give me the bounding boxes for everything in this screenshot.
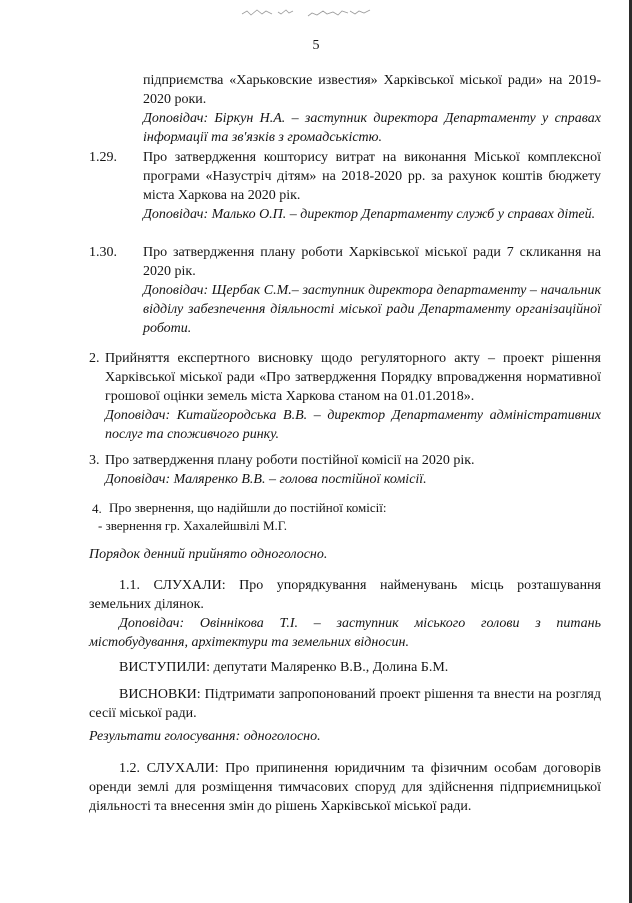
- scan-noise: [238, 2, 388, 22]
- speaker: Доповідач: Біркун Н.А. – заступник директора Департаменту у справах інформації та зв'язків з громадськістю.: [143, 111, 601, 145]
- item-number: 3.: [89, 453, 100, 468]
- page-number: 5: [312, 38, 320, 53]
- item-number: 4.: [92, 501, 102, 516]
- section-1-2-heard: 1.2. СЛУХАЛИ: Про припинення юридичним та фізичним особам договорів оренди землі для розміщення тимчасових споруд для здійснення підприємницької діяльності та внесення змін до рішень Харківської міської ради.: [89, 761, 601, 814]
- agenda-item-1-30: [143, 243, 601, 338]
- section-1-1-speaker: Доповідач: Овіннікова Т.І. – заступник міського голови з питань містобудування, архітектури та земельних відносин.: [89, 616, 601, 650]
- agenda-item-4: [109, 499, 601, 517]
- agenda-item-1-28-continuation: [143, 71, 601, 147]
- section-1-1-vote: Результати голосування: одноголосно.: [89, 729, 321, 744]
- section-1-1-conclusions: ВИСНОВКИ: Підтримати запропонований проект рішення та внести на розгляд сесії міської ради.: [89, 687, 601, 721]
- item-text: Про звернення, що надійшли до постійної комісії:: [109, 500, 387, 515]
- section-1-1-spoke: ВИСТУПИЛИ: депутати Маляренко В.В., Долина Б.М.: [119, 660, 449, 675]
- item-number: 2.: [89, 351, 100, 366]
- item-subtext: - звернення гр. Хахалейшвілі М.Г.: [98, 518, 288, 533]
- item-text: підприємства «Харьковские известия» Харківської міської ради» на 2019-2020 роки.: [143, 73, 601, 107]
- speaker: Доповідач: Малько О.П. – директор Департаменту служб у справах дітей.: [143, 207, 596, 222]
- item-text: Прийняття експертного висновку щодо регуляторного акту – проект рішення Харківської міської ради «Про затвердження Порядку впровадження нормативної грошової оцінки земель міста Харкова станом на 01.01.2018».: [105, 351, 601, 404]
- speaker: Доповідач: Китайгородська В.В. – директор Департаменту адміністративних послуг та споживчого ринку.: [105, 408, 601, 442]
- agenda-item-1-29: [143, 148, 601, 224]
- agenda-item-3: [105, 451, 601, 489]
- item-text: Про затвердження плану роботи постійної комісії на 2020 рік.: [105, 453, 475, 468]
- speaker: Доповідач: Щербак С.М.– заступник директора департаменту – начальник відділу забезпечення діяльності міської ради Департаменту організаційної роботи.: [143, 283, 601, 336]
- item-number: 1.29.: [89, 150, 117, 165]
- item-text: Про затвердження кошторису витрат на виконання Міської комплексної програми «Назустріч дітям» на 2018-2020 рр. за рахунок коштів бюджету міста Харкова на 2020 рік.: [143, 150, 601, 203]
- speaker: Доповідач: Маляренко В.В. – голова постійної комісії.: [105, 472, 427, 487]
- agenda-item-2: [105, 349, 601, 444]
- item-number: 1.30.: [89, 245, 117, 260]
- item-text: Про затвердження плану роботи Харківської міської ради 7 скликання на 2020 рік.: [143, 245, 601, 279]
- section-1-1-heard: 1.1. СЛУХАЛИ: Про упорядкування найменувань місць розташування земельних ділянок.: [89, 578, 601, 612]
- agenda-adopted: Порядок денний прийнято одноголосно.: [89, 547, 328, 562]
- agenda-item-4-sub: [98, 517, 590, 535]
